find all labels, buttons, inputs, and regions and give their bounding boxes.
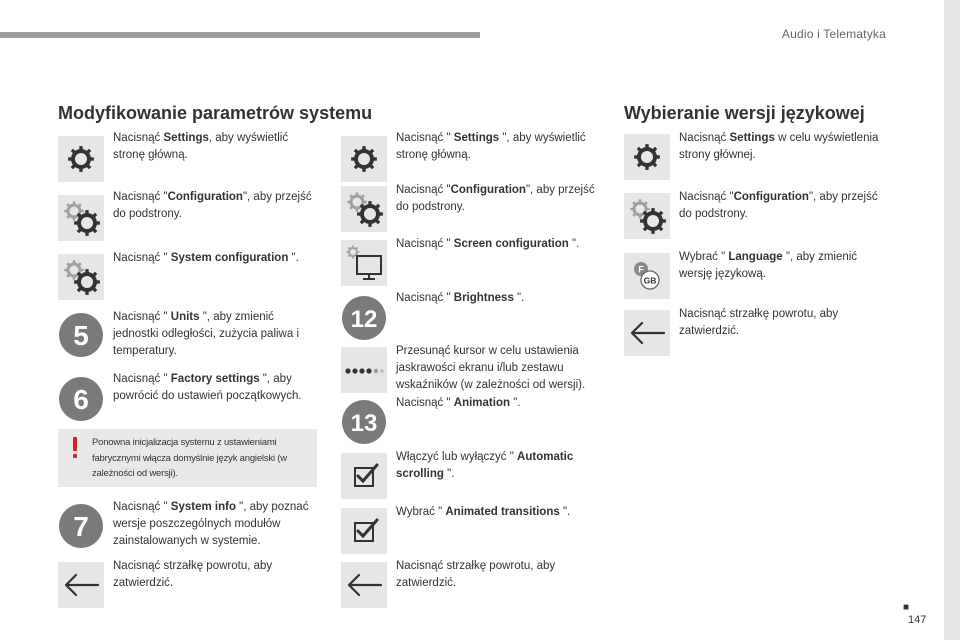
step-text: Nacisnąć "Configuration", aby przejść do podstrony. [396,184,595,213]
brightness-slider-icon [341,347,387,393]
step-text: Wybrać " Language ", aby zmienić wersję językową. [679,251,858,280]
svg-text:5: 5 [73,320,89,351]
step-text: Nacisnąć Settings w celu wyświetlenia strony głównej. [679,132,879,161]
configuration-gears-icon [58,254,104,300]
back-arrow-icon [624,310,670,356]
step-text: Nacisnąć strzałkę powrotu, aby zatwierdzić. [396,560,556,589]
footer-marker: ■ [903,602,910,613]
step-text: Nacisnąć " Settings ", aby wyświetlić stronę główną. [396,132,586,161]
step-text: Nacisnąć " Units ", aby zmienić jednostki odległości, zużycia paliwa i temperatury. [113,311,300,357]
section-title-language: Wybieranie wersji językowej [624,103,865,123]
settings-gear-icon [624,134,670,180]
svg-text:13: 13 [350,410,378,437]
checkbox-checked-icon [341,453,387,499]
step-text: Nacisnąć " System configuration ". [113,252,299,264]
back-arrow-icon [341,562,387,608]
step-text: Nacisnąć Settings, aby wyświetlić stronę główną. [113,132,289,161]
settings-gear-icon [58,136,104,182]
configuration-gears-icon [624,193,670,239]
svg-text:GB: GB [643,275,657,286]
step-text: Nacisnąć " Brightness ". [396,292,525,304]
section-title-system-params: Modyfikowanie parametrów systemu [58,103,373,123]
svg-text:6: 6 [73,384,89,415]
step-text: Nacisnąć "Configuration", aby przejść do podstrony. [679,191,878,220]
configuration-gears-icon [58,195,104,241]
step-number-badge [341,399,387,445]
step-number-badge [58,376,104,422]
step-text: Przesunąć kursor w celu ustawienia jaskrawości ekranu i/lub zestawu wskaźników (w zależności od wersji). [396,345,586,391]
step-text: Nacisnąć " System info ", aby poznać wersje poszczególnych modułów zainstalowanych w systemie. [113,501,309,547]
screen-configuration-icon [341,240,387,286]
warning-text: Ponowna inicjalizacja systemu z ustawieniami fabrycznymi włącza domyślnie język angielski (w zależności od wersji). [92,437,287,479]
checkbox-checked-icon [341,508,387,554]
svg-text:7: 7 [73,511,89,542]
step-text: Nacisnąć "Configuration", aby przejść do podstrony. [113,191,312,220]
step-text: Nacisnąć strzałkę powrotu, aby zatwierdzić. [113,560,273,589]
step-number-badge [341,295,387,341]
warning-exclamation-icon [68,437,82,464]
step-text: Nacisnąć " Factory settings ", aby powrócić do ustawień początkowych. [113,373,302,402]
page-number: 147 [908,614,927,626]
back-arrow-icon [58,562,104,608]
step-text: Nacisnąć " Animation ". [396,397,521,409]
step-number-badge [58,503,104,549]
language-flags-icon [624,253,670,299]
svg-text:12: 12 [350,306,378,333]
page-edge-strip [944,0,960,640]
configuration-gears-icon [341,186,387,232]
settings-gear-icon [341,136,387,182]
svg-text:F: F [638,264,644,275]
header-bar [0,32,480,38]
step-text: Wybrać " Animated transitions ". [396,506,571,518]
step-number-badge [58,312,104,358]
step-text: Nacisnąć strzałkę powrotu, aby zatwierdzić. [679,308,839,337]
step-text: Włączyć lub wyłączyć " Automatic scrolling ". [396,451,574,480]
chapter-title: Audio i Telematyka [781,27,886,41]
step-text: Nacisnąć " Screen configuration ". [396,238,580,250]
